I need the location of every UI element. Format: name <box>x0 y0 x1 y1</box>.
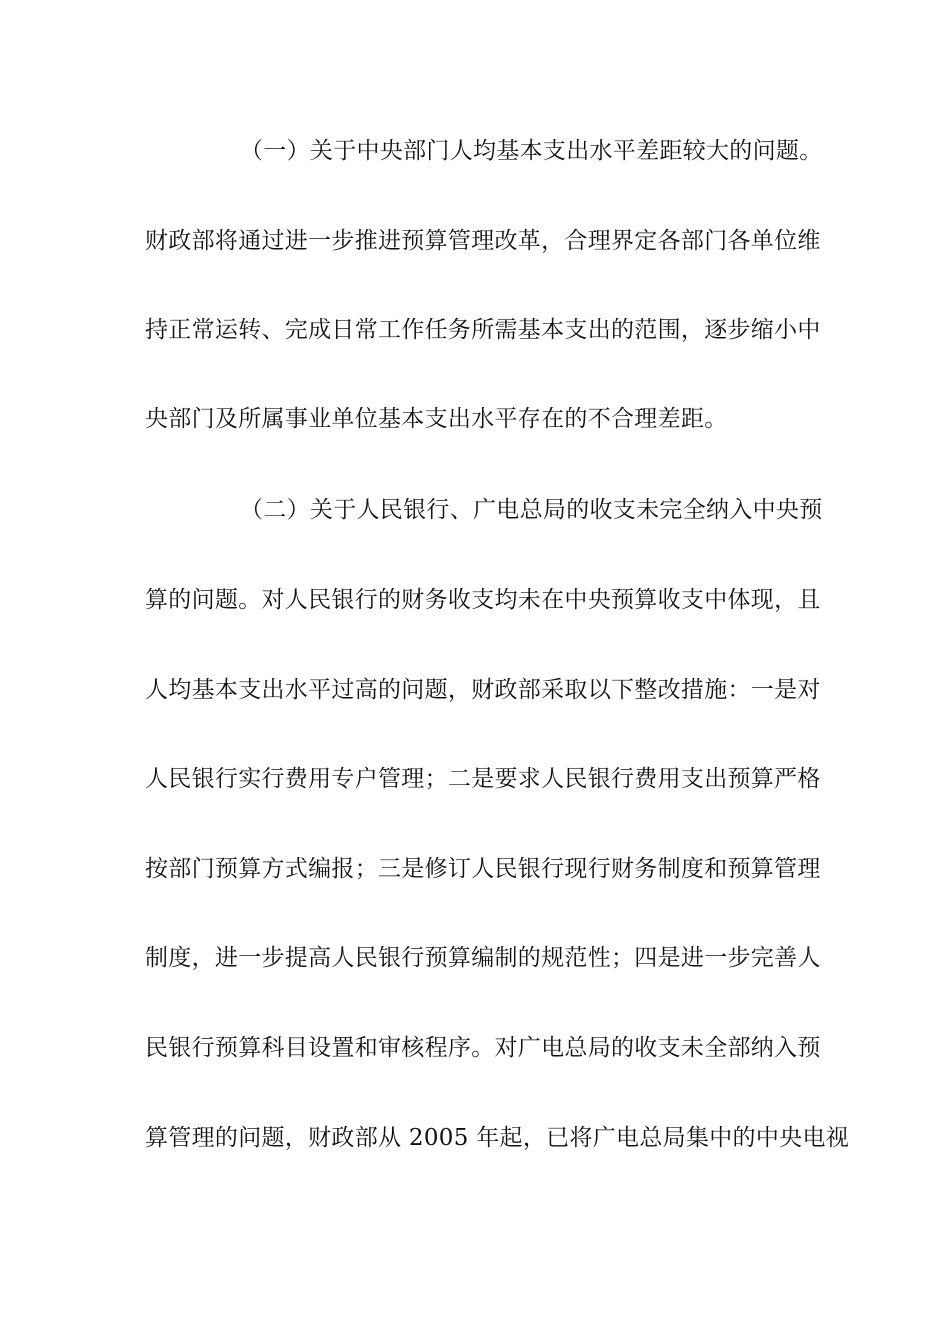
paragraph-line: 人均基本支出水平过高的问题，财政部采取以下整改措施：一是对 <box>145 677 821 703</box>
section-heading-one: （一）关于中央部门人均基本支出水平差距较大的问题。 <box>240 138 823 164</box>
paragraph-line: 央部门及所属事业单位基本支出水平存在的不合理差距。 <box>145 406 728 432</box>
paragraph-line: 制度，进一步提高人民银行预算编制的规范性；四是进一步完善人 <box>145 945 821 971</box>
paragraph-line: 持正常运转、完成日常工作任务所需基本支出的范围，逐步缩小中 <box>145 317 821 343</box>
paragraph-line: 算管理的问题，财政部从 2005 年起，已将广电总局集中的中央电视 <box>145 1125 850 1151</box>
paragraph-line: 算的问题。对人民银行的财务收支均未在中央预算收支中体现，且 <box>145 587 821 613</box>
paragraph-line: 财政部将通过进一步推进预算管理改革，合理界定各部门各单位维 <box>145 228 821 254</box>
paragraph-line: 人民银行实行费用专户管理；二是要求人民银行费用支出预算严格 <box>145 766 821 792</box>
paragraph-line: 民银行预算科目设置和审核程序。对广电总局的收支未全部纳入预 <box>145 1035 821 1061</box>
paragraph-line: 按部门预算方式编报；三是修订人民银行现行财务制度和预算管理 <box>145 856 821 882</box>
section-heading-two: （二）关于人民银行、广电总局的收支未完全纳入中央预 <box>240 497 823 523</box>
